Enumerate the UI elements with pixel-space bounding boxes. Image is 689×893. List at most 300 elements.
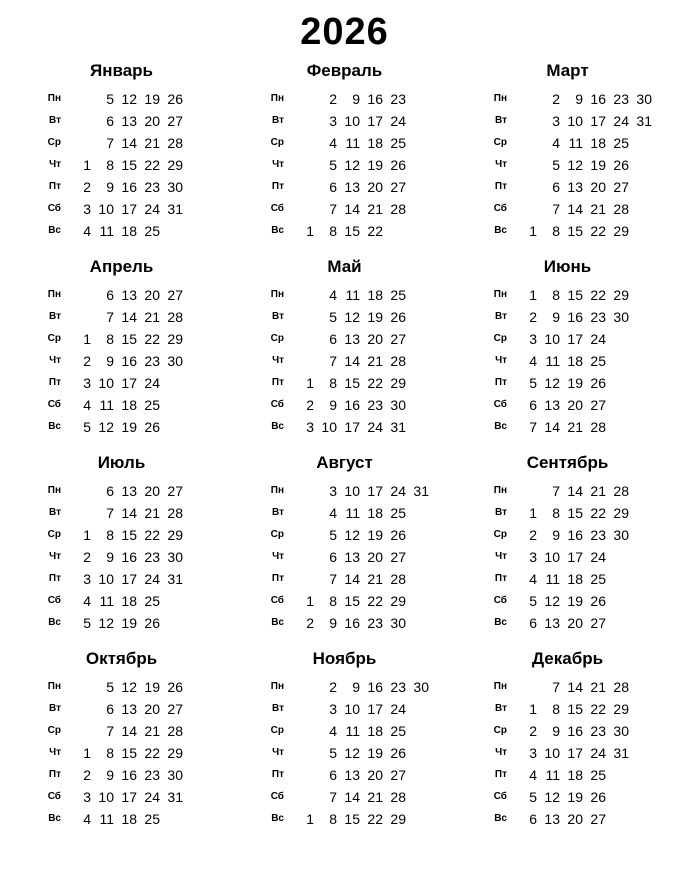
day-cell[interactable]: 9 (106, 767, 114, 784)
day-cell[interactable]: 29 (613, 701, 629, 718)
day-cell[interactable]: 27 (167, 113, 183, 130)
day-cell[interactable]: 1 (83, 527, 91, 544)
day-cell[interactable]: 22 (144, 157, 160, 174)
day-cell[interactable]: 8 (552, 701, 560, 718)
day-cell[interactable]: 2 (83, 179, 91, 196)
day-cell[interactable]: 10 (98, 201, 114, 218)
day-cell[interactable]: 25 (590, 571, 606, 588)
day-cell[interactable]: 5 (552, 157, 560, 174)
day-cell[interactable]: 15 (121, 527, 137, 544)
day-cell[interactable]: 13 (344, 767, 360, 784)
day-cell[interactable]: 13 (544, 397, 560, 414)
day-cell[interactable]: 4 (529, 767, 537, 784)
day-cell[interactable]: 1 (306, 223, 314, 240)
day-cell[interactable]: 11 (99, 593, 114, 610)
day-cell[interactable]: 30 (167, 549, 183, 566)
day-cell[interactable]: 12 (98, 419, 114, 436)
day-cell[interactable]: 16 (121, 179, 137, 196)
day-cell[interactable]: 16 (121, 353, 137, 370)
day-cell[interactable]: 26 (390, 527, 406, 544)
day-cell[interactable]: 21 (367, 201, 383, 218)
day-cell[interactable]: 10 (544, 745, 560, 762)
day-cell[interactable]: 23 (590, 527, 606, 544)
day-cell[interactable]: 17 (367, 113, 383, 130)
day-cell[interactable]: 24 (613, 113, 629, 130)
day-cell[interactable]: 4 (329, 723, 337, 740)
day-cell[interactable]: 28 (390, 201, 406, 218)
day-cell[interactable]: 16 (567, 723, 583, 740)
day-cell[interactable]: 18 (121, 223, 137, 240)
day-cell[interactable]: 12 (121, 679, 137, 696)
day-cell[interactable]: 18 (567, 767, 583, 784)
day-cell[interactable]: 7 (329, 201, 337, 218)
day-cell[interactable]: 24 (144, 571, 160, 588)
day-cell[interactable]: 12 (344, 309, 360, 326)
day-cell[interactable]: 18 (121, 397, 137, 414)
day-cell[interactable]: 29 (613, 287, 629, 304)
day-cell[interactable]: 1 (529, 287, 537, 304)
day-cell[interactable]: 2 (306, 615, 314, 632)
day-cell[interactable]: 18 (590, 135, 606, 152)
day-cell[interactable]: 8 (552, 505, 560, 522)
day-cell[interactable]: 26 (390, 309, 406, 326)
day-cell[interactable]: 11 (545, 353, 560, 370)
day-cell[interactable]: 22 (590, 287, 606, 304)
day-cell[interactable]: 10 (567, 113, 583, 130)
day-cell[interactable]: 19 (567, 375, 583, 392)
day-cell[interactable]: 8 (552, 223, 560, 240)
day-cell[interactable]: 5 (329, 527, 337, 544)
day-cell[interactable]: 16 (567, 527, 583, 544)
day-cell[interactable]: 13 (121, 701, 137, 718)
day-cell[interactable]: 14 (344, 201, 360, 218)
day-cell[interactable]: 1 (83, 157, 91, 174)
day-cell[interactable]: 6 (552, 179, 560, 196)
day-cell[interactable]: 22 (367, 375, 383, 392)
day-cell[interactable]: 23 (590, 723, 606, 740)
day-cell[interactable]: 4 (329, 135, 337, 152)
day-cell[interactable]: 29 (167, 331, 183, 348)
day-cell[interactable]: 29 (390, 375, 406, 392)
day-cell[interactable]: 29 (390, 593, 406, 610)
day-cell[interactable]: 3 (329, 701, 337, 718)
day-cell[interactable]: 9 (575, 91, 583, 108)
day-cell[interactable]: 18 (567, 353, 583, 370)
day-cell[interactable]: 9 (329, 615, 337, 632)
day-cell[interactable]: 14 (121, 723, 137, 740)
day-cell[interactable]: 8 (106, 527, 114, 544)
day-cell[interactable]: 27 (390, 331, 406, 348)
day-cell[interactable]: 3 (552, 113, 560, 130)
day-cell[interactable]: 17 (590, 113, 606, 130)
day-cell[interactable]: 26 (144, 419, 160, 436)
day-cell[interactable]: 27 (613, 179, 629, 196)
day-cell[interactable]: 24 (590, 745, 606, 762)
day-cell[interactable]: 29 (390, 811, 406, 828)
day-cell[interactable]: 30 (636, 91, 652, 108)
day-cell[interactable]: 8 (106, 157, 114, 174)
day-cell[interactable]: 25 (590, 767, 606, 784)
day-cell[interactable]: 30 (167, 353, 183, 370)
day-cell[interactable]: 22 (590, 701, 606, 718)
day-cell[interactable]: 29 (167, 745, 183, 762)
day-cell[interactable]: 19 (367, 157, 383, 174)
day-cell[interactable]: 19 (367, 527, 383, 544)
day-cell[interactable]: 10 (344, 483, 360, 500)
day-cell[interactable]: 24 (144, 201, 160, 218)
day-cell[interactable]: 19 (367, 745, 383, 762)
day-cell[interactable]: 24 (390, 483, 406, 500)
day-cell[interactable]: 13 (544, 811, 560, 828)
day-cell[interactable]: 26 (167, 91, 183, 108)
day-cell[interactable]: 14 (121, 135, 137, 152)
day-cell[interactable]: 20 (367, 331, 383, 348)
day-cell[interactable]: 6 (106, 113, 114, 130)
day-cell[interactable]: 21 (567, 419, 583, 436)
day-cell[interactable]: 26 (390, 157, 406, 174)
day-cell[interactable]: 15 (567, 701, 583, 718)
day-cell[interactable]: 5 (329, 157, 337, 174)
day-cell[interactable]: 10 (344, 113, 360, 130)
day-cell[interactable]: 7 (552, 201, 560, 218)
day-cell[interactable]: 11 (568, 135, 583, 152)
day-cell[interactable]: 5 (529, 375, 537, 392)
day-cell[interactable]: 1 (306, 811, 314, 828)
day-cell[interactable]: 7 (106, 505, 114, 522)
day-cell[interactable]: 6 (106, 287, 114, 304)
day-cell[interactable]: 16 (121, 767, 137, 784)
day-cell[interactable]: 12 (344, 157, 360, 174)
day-cell[interactable]: 8 (106, 331, 114, 348)
day-cell[interactable]: 28 (613, 483, 629, 500)
day-cell[interactable]: 9 (329, 397, 337, 414)
day-cell[interactable]: 12 (121, 91, 137, 108)
day-cell[interactable]: 18 (121, 811, 137, 828)
day-cell[interactable]: 25 (590, 353, 606, 370)
day-cell[interactable]: 21 (144, 135, 160, 152)
day-cell[interactable]: 15 (121, 157, 137, 174)
day-cell[interactable]: 5 (83, 615, 91, 632)
day-cell[interactable]: 4 (552, 135, 560, 152)
day-cell[interactable]: 12 (98, 615, 114, 632)
day-cell[interactable]: 11 (345, 135, 360, 152)
day-cell[interactable]: 25 (390, 135, 406, 152)
day-cell[interactable]: 6 (329, 767, 337, 784)
day-cell[interactable]: 8 (329, 811, 337, 828)
day-cell[interactable]: 3 (529, 745, 537, 762)
day-cell[interactable]: 16 (344, 615, 360, 632)
day-cell[interactable]: 13 (121, 113, 137, 130)
day-cell[interactable]: 21 (144, 723, 160, 740)
day-cell[interactable]: 25 (390, 505, 406, 522)
day-cell[interactable]: 18 (367, 723, 383, 740)
day-cell[interactable]: 18 (367, 287, 383, 304)
day-cell[interactable]: 28 (167, 309, 183, 326)
day-cell[interactable]: 14 (121, 505, 137, 522)
day-cell[interactable]: 7 (329, 353, 337, 370)
day-cell[interactable]: 6 (106, 701, 114, 718)
day-cell[interactable]: 3 (83, 571, 91, 588)
day-cell[interactable]: 28 (590, 419, 606, 436)
day-cell[interactable]: 2 (306, 397, 314, 414)
day-cell[interactable]: 22 (144, 745, 160, 762)
day-cell[interactable]: 15 (344, 223, 360, 240)
day-cell[interactable]: 1 (529, 701, 537, 718)
day-cell[interactable]: 3 (529, 331, 537, 348)
day-cell[interactable]: 15 (344, 593, 360, 610)
day-cell[interactable]: 9 (352, 679, 360, 696)
day-cell[interactable]: 27 (590, 397, 606, 414)
day-cell[interactable]: 23 (144, 549, 160, 566)
day-cell[interactable]: 10 (98, 789, 114, 806)
day-cell[interactable]: 2 (83, 549, 91, 566)
day-cell[interactable]: 25 (144, 223, 160, 240)
day-cell[interactable]: 23 (144, 179, 160, 196)
day-cell[interactable]: 1 (529, 505, 537, 522)
day-cell[interactable]: 11 (545, 571, 560, 588)
day-cell[interactable]: 27 (390, 179, 406, 196)
day-cell[interactable]: 14 (344, 353, 360, 370)
day-cell[interactable]: 27 (167, 483, 183, 500)
day-cell[interactable]: 21 (144, 309, 160, 326)
day-cell[interactable]: 15 (567, 505, 583, 522)
day-cell[interactable]: 4 (529, 353, 537, 370)
day-cell[interactable]: 16 (344, 397, 360, 414)
day-cell[interactable]: 7 (329, 789, 337, 806)
day-cell[interactable]: 7 (106, 723, 114, 740)
day-cell[interactable]: 21 (590, 483, 606, 500)
day-cell[interactable]: 21 (367, 789, 383, 806)
day-cell[interactable]: 30 (413, 679, 429, 696)
day-cell[interactable]: 6 (529, 615, 537, 632)
day-cell[interactable]: 27 (590, 615, 606, 632)
day-cell[interactable]: 27 (167, 701, 183, 718)
day-cell[interactable]: 11 (345, 287, 360, 304)
day-cell[interactable]: 17 (121, 571, 137, 588)
day-cell[interactable]: 22 (590, 223, 606, 240)
day-cell[interactable]: 11 (99, 397, 114, 414)
day-cell[interactable]: 31 (167, 201, 183, 218)
day-cell[interactable]: 9 (106, 353, 114, 370)
day-cell[interactable]: 19 (144, 91, 160, 108)
day-cell[interactable]: 16 (121, 549, 137, 566)
day-cell[interactable]: 31 (413, 483, 429, 500)
day-cell[interactable]: 21 (144, 505, 160, 522)
day-cell[interactable]: 10 (544, 331, 560, 348)
day-cell[interactable]: 24 (144, 789, 160, 806)
day-cell[interactable]: 7 (529, 419, 537, 436)
day-cell[interactable]: 28 (390, 571, 406, 588)
day-cell[interactable]: 2 (529, 309, 537, 326)
day-cell[interactable]: 2 (329, 679, 337, 696)
day-cell[interactable]: 20 (567, 615, 583, 632)
day-cell[interactable]: 5 (329, 745, 337, 762)
day-cell[interactable]: 31 (167, 789, 183, 806)
day-cell[interactable]: 17 (121, 789, 137, 806)
day-cell[interactable]: 25 (613, 135, 629, 152)
day-cell[interactable]: 30 (167, 179, 183, 196)
day-cell[interactable]: 22 (367, 811, 383, 828)
day-cell[interactable]: 5 (329, 309, 337, 326)
day-cell[interactable]: 26 (390, 745, 406, 762)
day-cell[interactable]: 17 (121, 201, 137, 218)
day-cell[interactable]: 24 (390, 113, 406, 130)
day-cell[interactable]: 20 (367, 767, 383, 784)
day-cell[interactable]: 6 (529, 811, 537, 828)
day-cell[interactable]: 11 (99, 811, 114, 828)
day-cell[interactable]: 20 (367, 179, 383, 196)
day-cell[interactable]: 5 (529, 789, 537, 806)
day-cell[interactable]: 30 (613, 723, 629, 740)
day-cell[interactable]: 27 (390, 767, 406, 784)
day-cell[interactable]: 25 (144, 593, 160, 610)
day-cell[interactable]: 21 (367, 571, 383, 588)
day-cell[interactable]: 13 (344, 331, 360, 348)
day-cell[interactable]: 28 (167, 505, 183, 522)
day-cell[interactable]: 7 (552, 483, 560, 500)
day-cell[interactable]: 22 (367, 223, 383, 240)
day-cell[interactable]: 7 (106, 135, 114, 152)
day-cell[interactable]: 13 (344, 179, 360, 196)
day-cell[interactable]: 3 (529, 549, 537, 566)
day-cell[interactable]: 31 (167, 571, 183, 588)
day-cell[interactable]: 26 (613, 157, 629, 174)
day-cell[interactable]: 24 (390, 701, 406, 718)
day-cell[interactable]: 1 (83, 331, 91, 348)
day-cell[interactable]: 29 (613, 223, 629, 240)
day-cell[interactable]: 20 (567, 811, 583, 828)
day-cell[interactable]: 6 (106, 483, 114, 500)
day-cell[interactable]: 22 (144, 331, 160, 348)
day-cell[interactable]: 28 (613, 201, 629, 218)
day-cell[interactable]: 6 (529, 397, 537, 414)
day-cell[interactable]: 13 (121, 287, 137, 304)
day-cell[interactable]: 1 (83, 745, 91, 762)
day-cell[interactable]: 4 (83, 593, 91, 610)
day-cell[interactable]: 14 (344, 789, 360, 806)
day-cell[interactable]: 22 (367, 593, 383, 610)
day-cell[interactable]: 8 (106, 745, 114, 762)
day-cell[interactable]: 29 (613, 505, 629, 522)
day-cell[interactable]: 1 (529, 223, 537, 240)
day-cell[interactable]: 28 (613, 679, 629, 696)
day-cell[interactable]: 17 (367, 483, 383, 500)
day-cell[interactable]: 8 (329, 223, 337, 240)
day-cell[interactable]: 31 (390, 419, 406, 436)
day-cell[interactable]: 21 (590, 679, 606, 696)
day-cell[interactable]: 19 (121, 615, 137, 632)
day-cell[interactable]: 6 (329, 549, 337, 566)
day-cell[interactable]: 28 (167, 135, 183, 152)
day-cell[interactable]: 10 (98, 375, 114, 392)
day-cell[interactable]: 12 (544, 789, 560, 806)
day-cell[interactable]: 20 (144, 483, 160, 500)
day-cell[interactable]: 9 (552, 527, 560, 544)
day-cell[interactable]: 26 (590, 375, 606, 392)
day-cell[interactable]: 14 (121, 309, 137, 326)
day-cell[interactable]: 23 (390, 679, 406, 696)
day-cell[interactable]: 11 (545, 767, 560, 784)
day-cell[interactable]: 28 (390, 353, 406, 370)
day-cell[interactable]: 26 (144, 615, 160, 632)
day-cell[interactable]: 20 (144, 287, 160, 304)
day-cell[interactable]: 9 (552, 723, 560, 740)
day-cell[interactable]: 7 (106, 309, 114, 326)
day-cell[interactable]: 12 (544, 375, 560, 392)
day-cell[interactable]: 27 (167, 287, 183, 304)
day-cell[interactable]: 2 (529, 527, 537, 544)
day-cell[interactable]: 18 (367, 505, 383, 522)
day-cell[interactable]: 22 (144, 527, 160, 544)
day-cell[interactable]: 20 (590, 179, 606, 196)
day-cell[interactable]: 1 (306, 593, 314, 610)
day-cell[interactable]: 21 (590, 201, 606, 218)
day-cell[interactable]: 18 (567, 571, 583, 588)
day-cell[interactable]: 29 (167, 527, 183, 544)
day-cell[interactable]: 3 (83, 201, 91, 218)
day-cell[interactable]: 29 (167, 157, 183, 174)
day-cell[interactable]: 4 (83, 223, 91, 240)
day-cell[interactable]: 30 (613, 527, 629, 544)
day-cell[interactable]: 16 (367, 91, 383, 108)
day-cell[interactable]: 12 (344, 527, 360, 544)
day-cell[interactable]: 20 (367, 549, 383, 566)
day-cell[interactable]: 30 (390, 397, 406, 414)
day-cell[interactable]: 1 (306, 375, 314, 392)
day-cell[interactable]: 21 (367, 353, 383, 370)
day-cell[interactable]: 23 (390, 91, 406, 108)
day-cell[interactable]: 27 (590, 811, 606, 828)
day-cell[interactable]: 15 (567, 287, 583, 304)
day-cell[interactable]: 23 (144, 353, 160, 370)
day-cell[interactable]: 13 (121, 483, 137, 500)
day-cell[interactable]: 17 (344, 419, 360, 436)
day-cell[interactable]: 19 (567, 789, 583, 806)
day-cell[interactable]: 3 (83, 789, 91, 806)
day-cell[interactable]: 7 (329, 571, 337, 588)
day-cell[interactable]: 30 (390, 615, 406, 632)
day-cell[interactable]: 2 (83, 353, 91, 370)
day-cell[interactable]: 4 (329, 505, 337, 522)
day-cell[interactable]: 17 (121, 375, 137, 392)
day-cell[interactable]: 9 (352, 91, 360, 108)
day-cell[interactable]: 6 (329, 331, 337, 348)
day-cell[interactable]: 13 (544, 615, 560, 632)
day-cell[interactable]: 23 (590, 309, 606, 326)
day-cell[interactable]: 26 (590, 593, 606, 610)
day-cell[interactable]: 17 (367, 701, 383, 718)
day-cell[interactable]: 14 (567, 201, 583, 218)
day-cell[interactable]: 11 (345, 723, 360, 740)
day-cell[interactable]: 30 (167, 767, 183, 784)
day-cell[interactable]: 15 (567, 223, 583, 240)
day-cell[interactable]: 15 (344, 811, 360, 828)
day-cell[interactable]: 10 (344, 701, 360, 718)
day-cell[interactable]: 9 (106, 179, 114, 196)
day-cell[interactable]: 18 (367, 135, 383, 152)
day-cell[interactable]: 10 (321, 419, 337, 436)
day-cell[interactable]: 16 (567, 309, 583, 326)
day-cell[interactable]: 28 (390, 789, 406, 806)
day-cell[interactable]: 30 (613, 309, 629, 326)
day-cell[interactable]: 23 (144, 767, 160, 784)
day-cell[interactable]: 28 (167, 723, 183, 740)
day-cell[interactable]: 8 (552, 287, 560, 304)
day-cell[interactable]: 31 (636, 113, 652, 130)
day-cell[interactable]: 4 (83, 811, 91, 828)
day-cell[interactable]: 2 (329, 91, 337, 108)
day-cell[interactable]: 17 (567, 549, 583, 566)
